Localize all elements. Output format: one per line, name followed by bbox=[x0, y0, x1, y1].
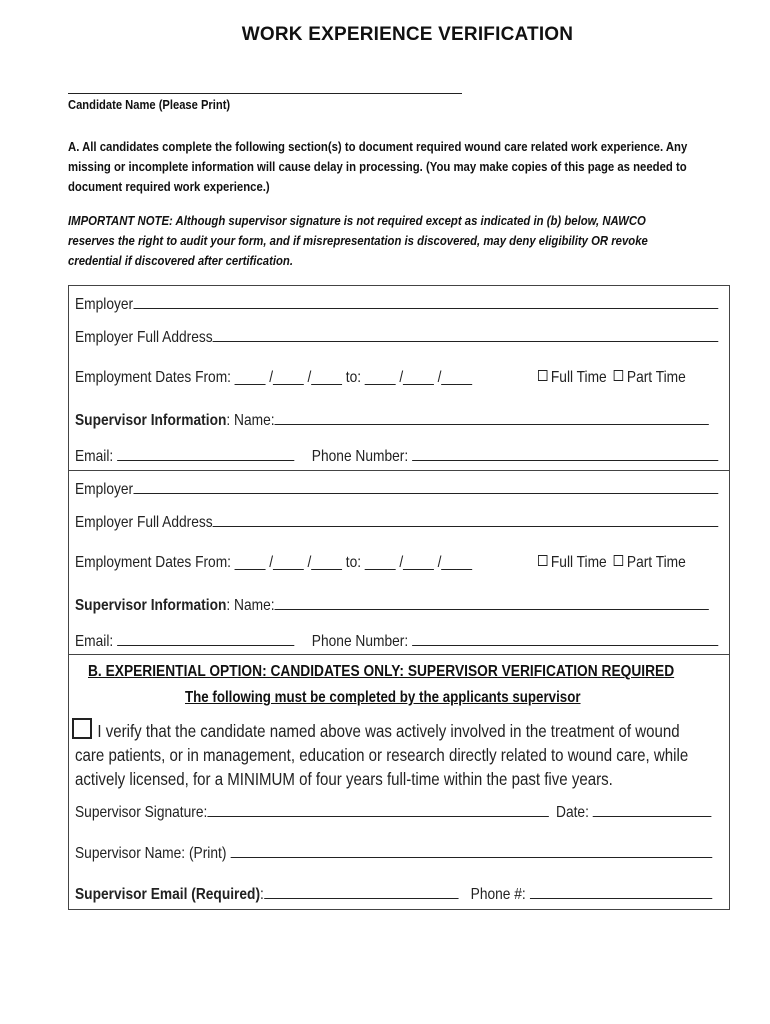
employment-dates-row bbox=[75, 554, 472, 572]
supervisor-email-field[interactable] bbox=[264, 884, 458, 899]
text-line: reserves the right to audit your form, and if misrepresentation is discovered, may deny eligibility OR revoke bbox=[68, 233, 648, 248]
email-field[interactable] bbox=[117, 631, 294, 646]
part-time-label: Part Time bbox=[626, 554, 686, 571]
employer-address-label: Employer Full Address bbox=[75, 514, 213, 531]
employer-address-row bbox=[75, 512, 718, 532]
phone-field[interactable] bbox=[412, 631, 718, 646]
supervisor-name-label: : Name: bbox=[226, 412, 275, 429]
supervisor-print-name-field[interactable] bbox=[230, 843, 712, 858]
text-line: A. All candidates complete the following section(s) to document required wound care related work experience. Any bbox=[68, 139, 688, 154]
full-time-checkbox[interactable] bbox=[538, 555, 547, 566]
supervisor-name-label: : Name: bbox=[226, 597, 275, 614]
employer-field[interactable] bbox=[133, 294, 718, 309]
employment-dates-row bbox=[75, 369, 472, 387]
supervisor-info-row bbox=[75, 410, 709, 430]
phone-label: Phone Number: bbox=[311, 633, 409, 650]
employment-dates-field[interactable]: Employment Dates From: ____ /____ /____ to: ____ /____ /____ bbox=[75, 369, 473, 386]
signature-row bbox=[75, 802, 711, 822]
full-time-checkbox[interactable] bbox=[538, 370, 547, 381]
text-line: I verify that the candidate named above was actively involved in the treatment of wound bbox=[97, 721, 680, 741]
supervisor-email-label: Supervisor Email (Required) bbox=[75, 886, 261, 903]
employer-row bbox=[75, 479, 718, 499]
employer-row bbox=[75, 294, 718, 314]
supervisor-signature-field[interactable] bbox=[207, 802, 548, 817]
email-label: Email: bbox=[75, 633, 114, 650]
part-time-checkbox[interactable] bbox=[614, 370, 623, 381]
full-time-label: Full Time bbox=[550, 369, 607, 386]
email-label: Email: bbox=[75, 448, 114, 465]
text-line: missing or incomplete information will cause delay in processing. (You may make copies of this page as needed to bbox=[68, 159, 687, 174]
phone-label: Phone Number: bbox=[311, 448, 409, 465]
verification-statement bbox=[75, 719, 703, 791]
section-a-instructions bbox=[68, 137, 747, 197]
text-line: actively licensed, for a MINIMUM of four years full-time within the past five years. bbox=[75, 769, 613, 789]
text-line: document required work experience.) bbox=[68, 179, 270, 194]
part-time-label: Part Time bbox=[626, 369, 686, 386]
employment-dates-field[interactable]: Employment Dates From: ____ /____ /____ to: ____ /____ /____ bbox=[75, 554, 473, 571]
supervisor-contact-row: Supervisor Email (Required): Phone #: bbox=[75, 884, 712, 904]
employer-address-label: Employer Full Address bbox=[75, 329, 213, 346]
text-line: IMPORTANT NOTE: Although supervisor signature is not required except as indicated in (b) below, NAWCO bbox=[68, 213, 646, 228]
supervisor-print-name-label: Supervisor Name: (Print) bbox=[75, 845, 227, 862]
employer-label: Employer bbox=[75, 481, 134, 498]
employer-address-field[interactable] bbox=[213, 512, 719, 527]
employment-type bbox=[538, 369, 686, 387]
supervisor-info-label: Supervisor Information bbox=[75, 412, 227, 429]
date-label: Date: bbox=[556, 804, 589, 821]
section-b-heading: B. EXPERIENTIAL OPTION: CANDIDATES ONLY: SUPERVISOR VERIFICATION REQUIRED bbox=[88, 663, 675, 680]
contact-row bbox=[75, 631, 718, 651]
part-time-checkbox[interactable] bbox=[614, 555, 623, 566]
supervisor-phone-field[interactable] bbox=[530, 884, 712, 899]
phone-field[interactable] bbox=[412, 446, 718, 461]
employer-field[interactable] bbox=[133, 479, 718, 494]
supervisor-name-field[interactable] bbox=[275, 595, 709, 610]
supervisor-info-label: Supervisor Information bbox=[75, 597, 227, 614]
supervisor-signature-label: Supervisor Signature: bbox=[75, 804, 208, 821]
text-line: credential if discovered after certification. bbox=[68, 253, 294, 268]
employer-address-field[interactable] bbox=[213, 327, 719, 342]
date-field[interactable] bbox=[593, 802, 712, 817]
employer-address-row bbox=[75, 327, 718, 347]
text-line: care patients, or in management, education or research directly related to wound care, while bbox=[75, 745, 689, 765]
print-name-row bbox=[75, 843, 712, 863]
employment-type bbox=[538, 554, 686, 572]
supervisor-name-field[interactable] bbox=[275, 410, 709, 425]
candidate-name-label: Candidate Name (Please Print) bbox=[68, 97, 231, 112]
email-field[interactable] bbox=[117, 446, 294, 461]
contact-row bbox=[75, 446, 718, 466]
full-time-label: Full Time bbox=[550, 554, 607, 571]
supervisor-phone-label: Phone #: bbox=[470, 886, 526, 903]
employer-label: Employer bbox=[75, 296, 134, 313]
supervisor-info-row bbox=[75, 595, 709, 615]
section-b-subheading: The following must be completed by the applicants supervisor bbox=[185, 689, 581, 706]
page-title: WORK EXPERIENCE VERIFICATION bbox=[241, 24, 574, 45]
candidate-name-field[interactable] bbox=[68, 93, 462, 94]
important-note bbox=[68, 211, 747, 271]
